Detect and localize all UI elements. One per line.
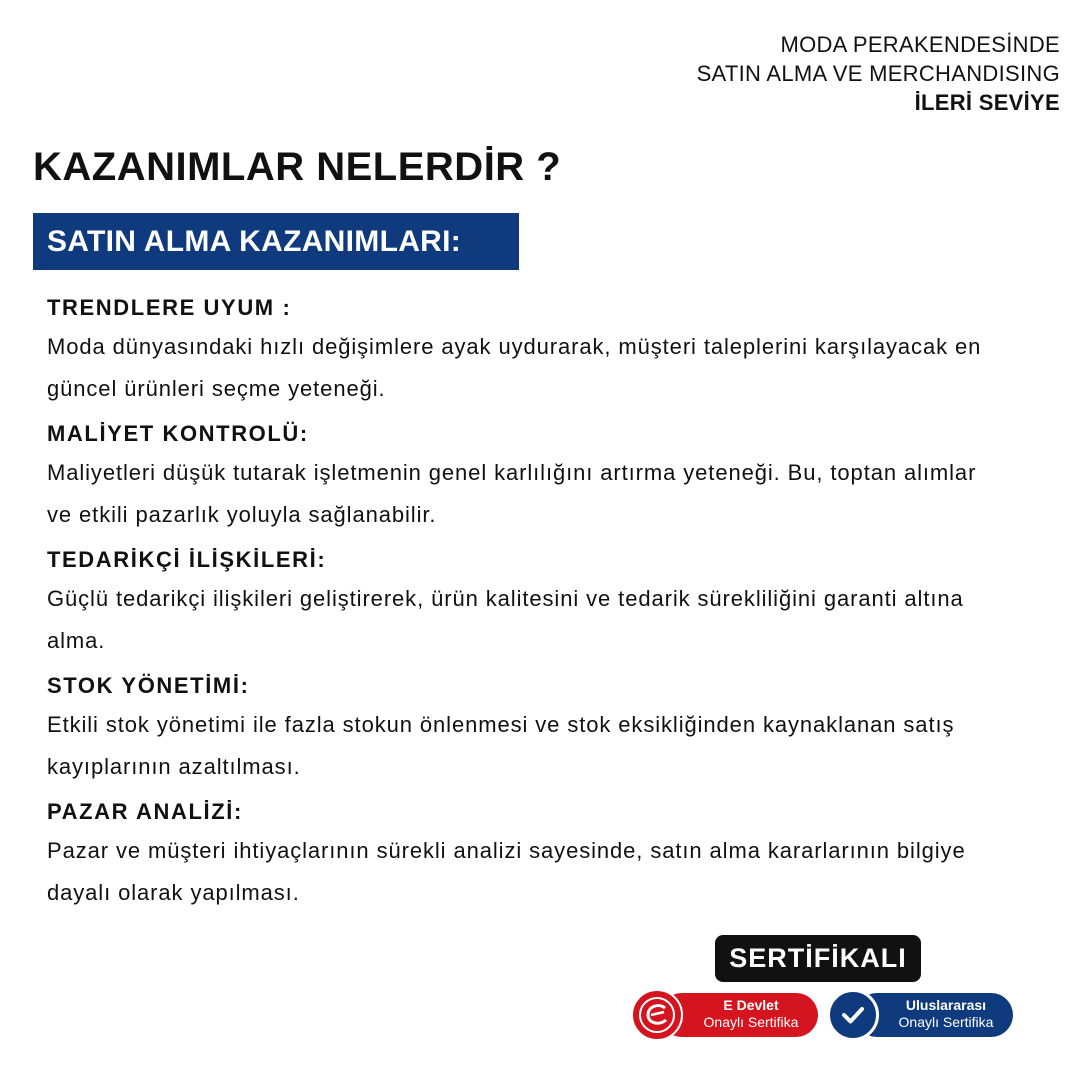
outcomes-list [47,290,1007,920]
list-item [47,668,1007,788]
course-header [697,30,1060,117]
header-level: İLERİ SEVİYE [914,90,1060,115]
edevlet-certificate-pill [660,993,818,1037]
item-body: Moda dünyasındaki hızlı değişimlere ayak uydurarak, müşteri taleplerini karşılayacak en güncel ürünleri seçme yeteneği. [47,334,982,401]
edevlet-subtitle: Onaylı Sertifika [703,1014,799,1030]
e-devlet-logo-icon [631,989,683,1041]
international-title: Uluslararası [905,997,987,1013]
item-body: Etkili stok yönetimi ile fazla stokun önlenmesi ve stok eksikliğinden kaynaklanan satış kayıplarının azaltılması. [47,712,955,779]
section-banner: SATIN ALMA KAZANIMLARI: [33,213,519,270]
header-line-1: MODA PERAKENDESİNDE [780,32,1060,57]
item-heading: TEDARİKÇİ İLİŞKİLERİ: [47,547,327,572]
item-body: Pazar ve müşteri ihtiyaçlarının sürekli analizi sayesinde, satın alma kararlarının bilgiye dayalı olarak yapılması. [47,838,966,905]
list-item [47,290,1007,410]
checkmark-icon [827,989,879,1041]
item-body: Maliyetleri düşük tutarak işletmenin genel karlılığını artırma yeteneği. Bu, toptan alımlar ve etkili pazarlık yoluyla sağlanabilir. [47,460,977,527]
item-body: Güçlü tedarikçi ilişkileri geliştirerek, ürün kalitesini ve tedarik sürekliliğini garanti altına alma. [47,586,964,653]
page-title: KAZANIMLAR NELERDİR ? [33,145,562,189]
item-heading: MALİYET KONTROLÜ: [47,421,309,446]
list-item [47,542,1007,662]
item-heading: PAZAR ANALİZİ: [47,799,243,824]
list-item [47,416,1007,536]
certified-badge: SERTİFİKALI [715,935,921,982]
header-line-2: SATIN ALMA VE MERCHANDISING [696,61,1060,86]
item-heading: STOK YÖNETİMİ: [47,673,250,698]
international-subtitle: Onaylı Sertifika [898,1014,994,1030]
list-item [47,794,1007,914]
edevlet-title: E Devlet [723,997,779,1013]
item-heading: TRENDLERE UYUM : [47,295,292,320]
